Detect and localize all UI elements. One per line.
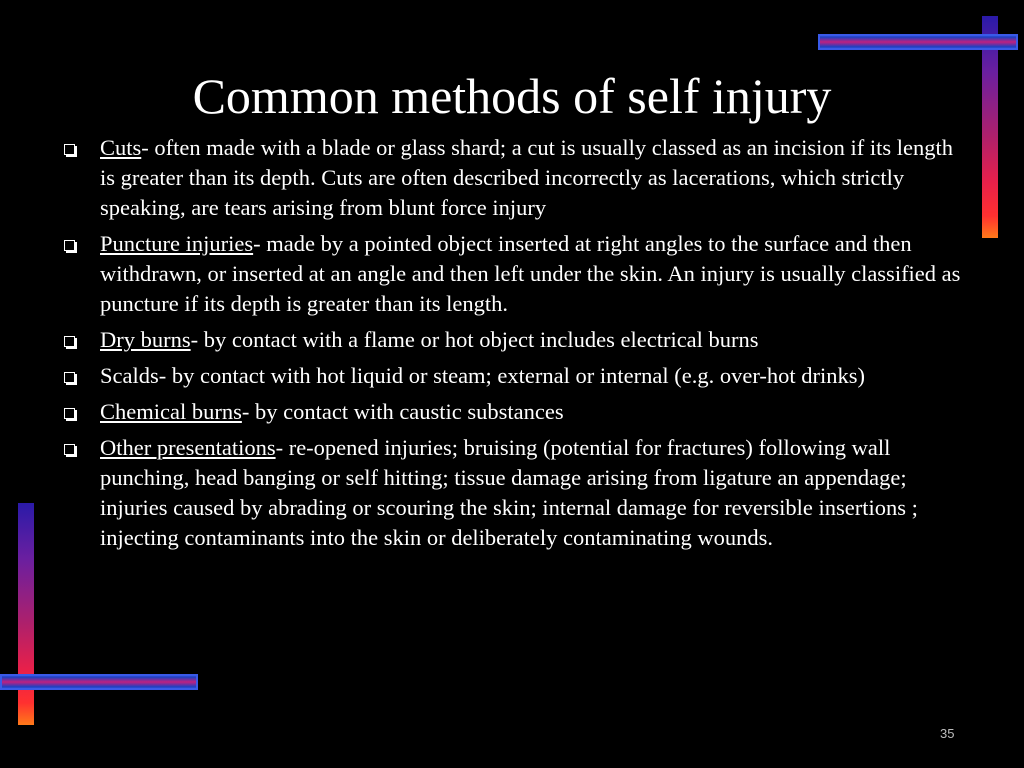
bullet-text: - made by a pointed object inserted at right angles to the surface and then withdrawn, or inserted at an angle and then left under the skin. An injury is usually classified as puncture if its depth is greater than its length. xyxy=(100,231,961,316)
bullet-term: Chemical burns xyxy=(100,399,242,424)
bullet-term: Cuts xyxy=(100,135,142,160)
bullet-item-chemical-burns xyxy=(60,397,970,427)
bullet-text: - re-opened injuries; bruising (potential for fractures) following wall punching, head banging or self hitting; tissue damage arising from ligature an appendage; injuries caused by abrading or scouring the skin; internal damage for reversible insertions ; injecting contaminants into the skin or deliberately contaminating wounds. xyxy=(100,435,918,550)
page-number: 35 xyxy=(940,726,955,741)
decorative-vertical-bar-left xyxy=(18,503,34,725)
bullet-list xyxy=(60,133,970,559)
bullet-item-dry-burns xyxy=(60,325,970,355)
bullet-item-scalds xyxy=(60,361,970,391)
bullet-term: Puncture injuries xyxy=(100,231,254,256)
square-bullet-icon xyxy=(64,408,75,419)
bullet-item-puncture-injuries xyxy=(60,229,970,319)
decorative-horizontal-bar-right xyxy=(818,34,1018,50)
bullet-text: - often made with a blade or glass shard; a cut is usually classed as an incision if its length is greater than its depth. Cuts are often described incorrectly as lacerations, which strictly speaking, are tears arising from blunt force injury xyxy=(100,135,953,220)
square-bullet-icon xyxy=(64,240,75,251)
bullet-item-other-presentations xyxy=(60,433,970,553)
bullet-term: Dry burns xyxy=(100,327,191,352)
decorative-horizontal-bar-left xyxy=(0,674,198,690)
bullet-text: - by contact with caustic substances xyxy=(241,399,564,424)
square-bullet-icon xyxy=(64,144,75,155)
square-bullet-icon xyxy=(64,336,75,347)
square-bullet-icon xyxy=(64,372,75,383)
bullet-text: - by contact with a flame or hot object includes electrical burns xyxy=(190,327,759,352)
bullet-term: Other presentations xyxy=(100,435,276,460)
bullet-text: Scalds- by contact with hot liquid or steam; external or internal (e.g. over-hot drinks) xyxy=(100,363,865,388)
slide-title: Common methods of self injury xyxy=(192,68,832,124)
square-bullet-icon xyxy=(64,444,75,455)
bullet-item-cuts xyxy=(60,133,970,223)
